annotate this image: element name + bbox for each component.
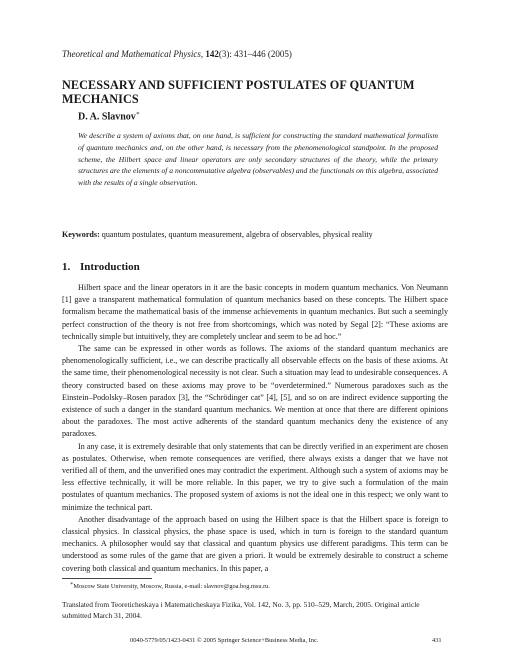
page-number: 431 xyxy=(432,637,442,644)
paragraph: Hilbert space and the linear operators in it are the basic concepts in modern quantum mechanics. Von Neumann [1] gave a transparent mathematical formulation of quantum mechanics based on these concepts. The Hilbert space formalism became the mathematical basis of the immense achievements in quantum mechanics. But such a seemingly perfect construction of the theory is not free from shortcomings, which was noted by Segal [2]: “These axioms are technically simple but intuitively, they are completely unclear and seem to be ad hoc.” xyxy=(62,283,448,341)
abstract: We describe a system of axioms that, on one hand, is sufficient for constructing the standard mathematical formalism of quantum mechanics and, on the other hand, is necessary from the phenomenological standpoint. In the proposed scheme, the Hilbert space and linear operators are only secondary structures of the theory, while the primary structures are the elements of a noncommutative algebra (observables) and the functionals on this algebra, associated with the results of a single observation. xyxy=(78,131,438,188)
author-footnote-mark: ∗ xyxy=(135,111,140,117)
footnote-text: Moscow State University, Moscow, Russia, e-mail: slavnov@goa.bog.msu.ru. xyxy=(73,583,270,591)
journal-reference xyxy=(62,49,292,59)
section-number: 1. xyxy=(62,261,71,273)
paragraph: The same can be expressed in other words as follows. The axioms of the standard quantum mechanics are phenomenologically sufficient, i.e., we can describe practically all observable effects on the basis of these axioms. At the same time, their phenomenological necessity is not clear. Such a situation may lead to undesirable consequences. A theory constructed based on these axioms may prove to be “overdetermined.” Numerous paradoxes such as the Einstein–Podolsky–Rosen paradox [3], the “Schrödinger cat” [4], [5], and so on are indirect evidence supporting the existence of such a danger in the standard quantum mechanics. We mention at once that there are different opinions about the paradoxes. The most active adherents of the standard quantum mechanics deny the existence of any paradoxes. xyxy=(62,344,448,439)
body-text xyxy=(62,282,448,575)
paper-title: NECESSARY AND SUFFICIENT POSTULATES OF QUANTUM MECHANICS xyxy=(62,78,415,106)
section-heading xyxy=(62,261,140,273)
copyright-line: 0040-5779/05/1423-0431 © 2005 Springer Science+Business Media, Inc. xyxy=(130,637,319,644)
author xyxy=(78,110,140,122)
keywords-text: quantum postulates, quantum measurement, algebra of observables, physical reality xyxy=(101,230,373,239)
journal-issue-pages: (3): 431–446 (2005) xyxy=(218,49,292,59)
footnote-divider xyxy=(62,578,152,579)
keywords-label: Keywords: xyxy=(62,230,100,239)
footnote-mark: ∗ xyxy=(70,582,74,587)
keywords xyxy=(62,230,462,239)
author-name: D. A. Slavnov xyxy=(78,111,136,123)
journal-volume: 142 xyxy=(205,49,219,59)
paragraph: In any case, it is extremely desirable that only statements that can be directly verified in an experiment are chosen as postulates. Otherwise, when remote consequences are verified, there always exists a danger that we have not verified all of them, and the unverified ones may contradict the experiment. Although such a system of axioms may be less effective technically, it will be more reliable. In this paper, we try to give such a formulation of the main postulates of quantum mechanics. The proposed system of axioms is not the ideal one in this respect; we only want to minimize the technical part. xyxy=(62,441,448,512)
paragraph: Another disadvantage of the approach based on using the Hilbert space is that the Hilbert space is foreign to classical physics. In classical physics, the phase space is used, which in turn is foreign to the standard quantum mechanics. A philosopher would say that classical and quantum physics use different paradigms. This term can be understood as some rules of the game that are given a priori. It would be extremely desirable to construct a scheme covering both classical and quantum mechanics. In this paper, a xyxy=(62,514,448,573)
translation-note: Translated from Teoreticheskaya i Matematicheskaya Fizika, Vol. 142, No. 3, pp. 510–529, March, 2005. Original article submitted March 31, 2004. xyxy=(62,600,420,620)
footnote xyxy=(70,581,270,590)
journal-name: Theoretical and Mathematical Physics, xyxy=(62,49,204,59)
section-title: Introduction xyxy=(80,261,140,273)
